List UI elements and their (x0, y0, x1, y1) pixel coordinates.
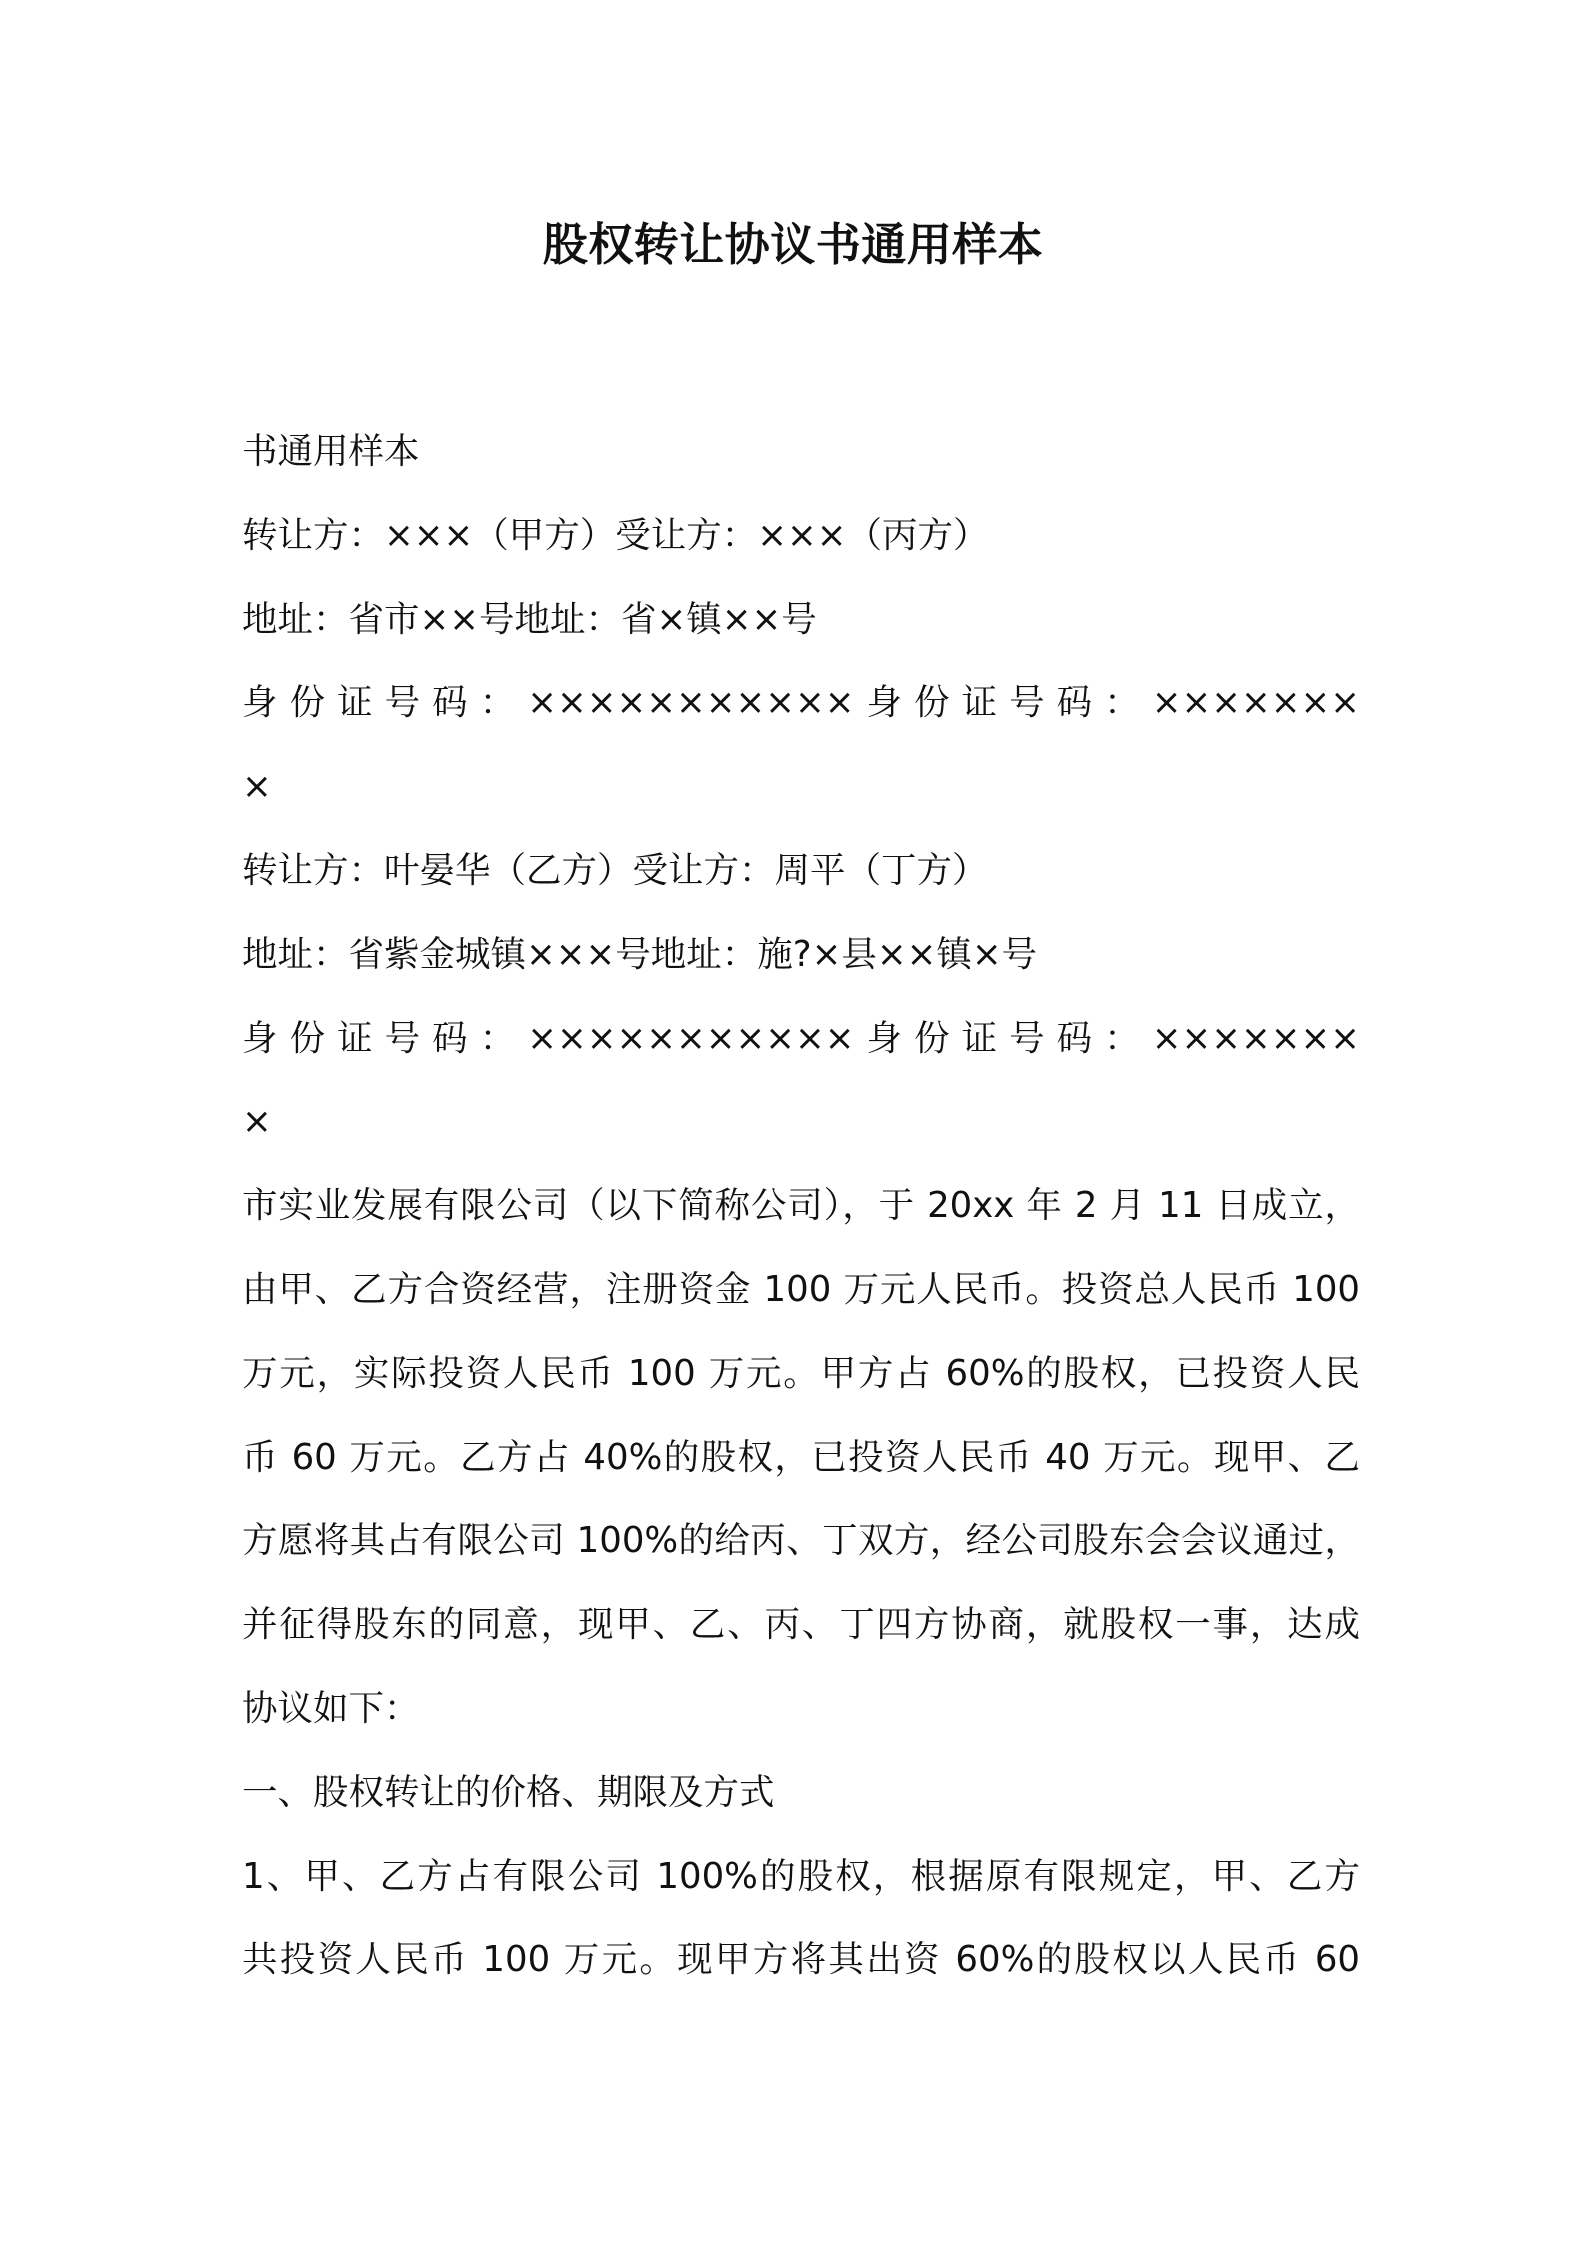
paragraph-line: 币 60 万元。乙方占 40%的股权，已投资人民币 40 万元。现甲、乙 (242, 1436, 1360, 1478)
paragraph-line: 万元，实际投资人民币 100 万元。甲方占 60%的股权，已投资人民 (242, 1352, 1360, 1394)
address-line-a: 地址：省市××号地址：省×镇××号 (242, 598, 817, 640)
party-line-transferor-a: 转让方：×××（甲方）受让方：×××（丙方） (242, 514, 989, 556)
document-title: 股权转让协议书通用样本 (542, 218, 1044, 271)
paragraph-line: 方愿将其占有限公司 100%的给丙、丁双方，经公司股东会会议通过， (242, 1520, 1360, 1562)
id-number-line-a-continued: × (242, 766, 272, 808)
paragraph-line: 市实业发展有限公司（以下简称公司），于 20xx 年 2 月 11 日成立， (242, 1185, 1360, 1227)
paragraph-line: 由甲、乙方合资经营，注册资金 100 万元人民币。投资总人民币 100 (242, 1268, 1360, 1310)
subtitle-line: 书通用样本 (242, 431, 420, 472)
id-number-line-b: 身份证号码：×××××××××××身份证号码：××××××× (242, 1017, 1360, 1059)
clause-line: 1、甲、乙方占有限公司 100%的股权，根据原有限规定，甲、乙方 (242, 1855, 1360, 1897)
paragraph-line-last: 协议如下： (242, 1687, 420, 1729)
clause-line: 共投资人民币 100 万元。现甲方将其出资 60%的股权以人民币 60 (242, 1939, 1360, 1981)
id-number-line-b-continued: × (242, 1101, 272, 1143)
address-line-b: 地址：省紫金城镇×××号地址：施?×县××镇×号 (242, 933, 1038, 975)
document-body (242, 410, 1360, 2002)
party-line-transferor-b: 转让方：叶晏华（乙方）受让方：周平（丁方） (242, 849, 988, 891)
id-number-line-a: 身份证号码：×××××××××××身份证号码：××××××× (242, 682, 1360, 724)
section-heading: 一、股权转让的价格、期限及方式 (242, 1771, 775, 1813)
paragraph-line: 并征得股东的同意，现甲、乙、丙、丁四方协商，就股权一事，达成 (242, 1604, 1360, 1646)
